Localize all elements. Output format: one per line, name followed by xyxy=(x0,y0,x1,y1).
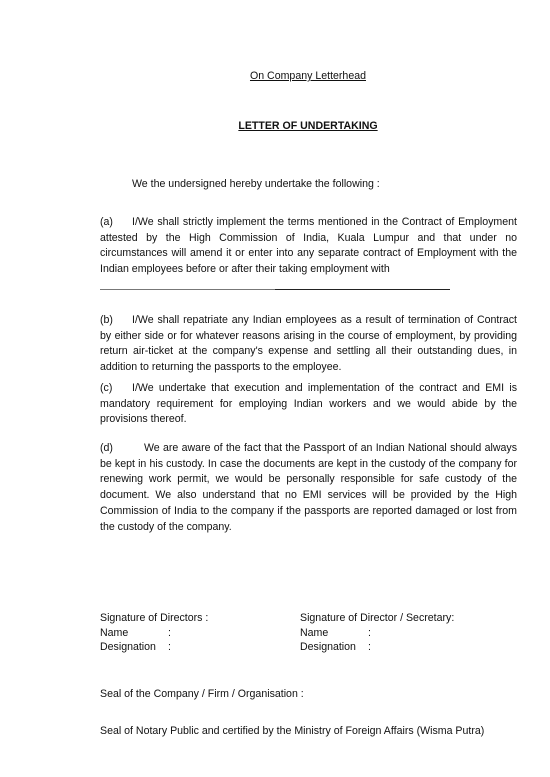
blank-underline-right xyxy=(275,289,450,290)
signature-director-secretary xyxy=(300,611,454,655)
clause-d-label: (d) xyxy=(100,442,113,454)
document-title xyxy=(0,120,550,132)
clause-c xyxy=(100,381,517,428)
letterhead-text: On Company Letterhead xyxy=(249,70,366,82)
designation-colon: : xyxy=(368,641,371,653)
designation-colon: : xyxy=(168,641,171,653)
seal-company-line: Seal of the Company / Firm / Organisation : xyxy=(100,688,304,700)
document-title-text: LETTER OF UNDERTAKING xyxy=(238,120,378,132)
signature-directors xyxy=(100,611,208,655)
name-label: Name xyxy=(300,626,329,639)
designation-label: Designation xyxy=(300,641,356,653)
signature-directors-heading: Signature of Directors : xyxy=(100,612,209,624)
signature-secretary-name-row xyxy=(300,626,454,641)
signature-directors-name-row xyxy=(100,626,208,641)
designation-label: Designation xyxy=(100,641,156,653)
blank-underline-left xyxy=(100,289,275,290)
clause-b-text: I/We shall repatriate any Indian employees as a result of termination of Contract by either side or for whatever reasons arising in the course of employment, by providing return air-ticket at the company's expense and settling all their outstanding dues, in addition to returning the passports to the employee. xyxy=(100,314,517,374)
seal-notary-line: Seal of Notary Public and certified by the Ministry of Foreign Affairs (Wisma Putra) xyxy=(100,725,485,737)
clause-d xyxy=(100,441,517,535)
clause-b xyxy=(100,313,517,376)
clause-a-text: I/We shall strictly implement the terms mentioned in the Contract of Employment attested by the High Commission of India, Kuala Lumpur and that under no circumstances will amend it or enter into any separate contract of Employment with the Indian employees before or after their taking employment with xyxy=(100,216,517,276)
name-label: Name xyxy=(100,626,129,639)
signature-directors-designation-row xyxy=(100,640,208,655)
name-colon: : xyxy=(168,626,171,639)
signature-secretary-designation-row xyxy=(300,640,454,655)
name-colon: : xyxy=(368,626,371,639)
clause-a-label: (a) xyxy=(100,216,113,228)
letterhead-label xyxy=(0,70,550,82)
clause-c-label: (c) xyxy=(100,382,113,394)
signature-secretary-heading: Signature of Director / Secretary: xyxy=(300,612,455,624)
clause-d-text: We are aware of the fact that the Passport of an Indian National should always be kept in his custody. In case the documents are kept in the custody of the company for renewing work permit, we would be personally responsible for safe custody of the document. We also understand that no EMI services will be provided by the High Commission of India to the company if the passports are reported damaged or lost from the custody of the company. xyxy=(100,442,517,533)
clause-c-text: I/We undertake that execution and implementation of the contract and EMI is mandatory requirement for employing Indian workers and we would abide by the provisions thereof. xyxy=(100,382,517,426)
clause-b-label: (b) xyxy=(100,314,113,326)
intro-statement: We the undersigned hereby undertake the following : xyxy=(132,178,380,190)
clause-a xyxy=(100,215,517,278)
